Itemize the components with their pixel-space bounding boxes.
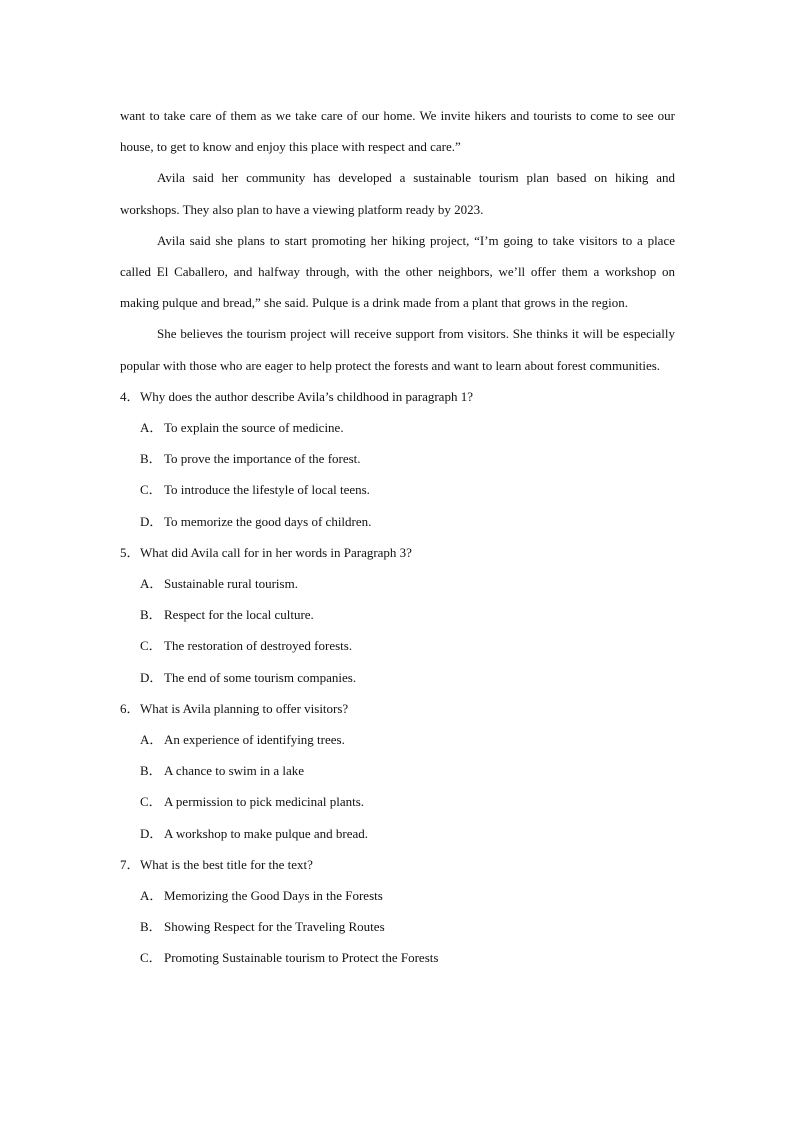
option-a bbox=[120, 724, 675, 755]
question-number: 7． bbox=[120, 856, 140, 872]
passage bbox=[120, 100, 675, 381]
question-number: 5． bbox=[120, 544, 140, 560]
question-7 bbox=[120, 849, 675, 974]
passage-paragraph-3: Avila said she plans to start promoting her hiking project, “I’m going to take visitors to a place called El Caballero, and halfway through, with the other neighbors, we’ll offer them a workshop on making pulque and bread,” she said. Pulque is a drink made from a plant that grows in the region. bbox=[120, 232, 675, 311]
document-page bbox=[120, 100, 675, 974]
passage-paragraph-1: want to take care of them as we take care of our home. We invite hikers and tourists to come to see our house, to get to know and enjoy this place with respect and care.” bbox=[120, 108, 675, 155]
option-text: To introduce the lifestyle of local teens. bbox=[164, 482, 370, 498]
option-text: Showing Respect for the Traveling Routes bbox=[164, 919, 385, 935]
option-d bbox=[120, 818, 675, 849]
option-a bbox=[120, 568, 675, 599]
question-stem bbox=[120, 693, 675, 724]
option-a bbox=[120, 412, 675, 443]
option-label: C． bbox=[140, 794, 162, 810]
option-d bbox=[120, 662, 675, 693]
option-text: Memorizing the Good Days in the Forests bbox=[164, 888, 383, 904]
option-label: C． bbox=[140, 950, 162, 966]
question-text: Why does the author describe Avila’s childhood in paragraph 1? bbox=[140, 388, 473, 404]
option-d bbox=[120, 506, 675, 537]
option-c bbox=[120, 474, 675, 505]
option-text: Sustainable rural tourism. bbox=[164, 576, 298, 592]
option-text: The restoration of destroyed forests. bbox=[164, 638, 353, 654]
option-label: D． bbox=[140, 513, 163, 529]
option-text: To memorize the good days of children. bbox=[164, 513, 372, 529]
option-text: To explain the source of medicine. bbox=[164, 420, 344, 436]
question-text: What did Avila call for in her words in Paragraph 3? bbox=[140, 544, 412, 560]
option-text: A workshop to make pulque and bread. bbox=[164, 825, 368, 841]
passage-paragraph-2: Avila said her community has developed a sustainable tourism plan based on hiking and workshops. They also plan to have a viewing platform ready by 2023. bbox=[120, 170, 675, 217]
option-b bbox=[120, 755, 675, 786]
option-label: A． bbox=[140, 576, 163, 592]
option-c bbox=[120, 630, 675, 661]
option-b bbox=[120, 911, 675, 942]
question-text: What is Avila planning to offer visitors? bbox=[140, 700, 349, 716]
question-5 bbox=[120, 537, 675, 693]
option-c bbox=[120, 942, 675, 973]
option-label: A． bbox=[140, 420, 163, 436]
option-label: C． bbox=[140, 482, 162, 498]
option-text: To prove the importance of the forest. bbox=[164, 451, 361, 467]
option-text: A chance to swim in a lake bbox=[164, 763, 305, 779]
option-label: B． bbox=[140, 451, 162, 467]
question-text: What is the best title for the text? bbox=[140, 856, 313, 872]
question-stem bbox=[120, 381, 675, 412]
option-label: A． bbox=[140, 888, 163, 904]
question-stem bbox=[120, 849, 675, 880]
option-text: A permission to pick medicinal plants. bbox=[164, 794, 365, 810]
question-stem bbox=[120, 537, 675, 568]
option-label: B． bbox=[140, 607, 162, 623]
option-text: Respect for the local culture. bbox=[164, 607, 314, 623]
option-b bbox=[120, 599, 675, 630]
option-b bbox=[120, 443, 675, 474]
option-label: C． bbox=[140, 638, 162, 654]
option-c bbox=[120, 786, 675, 817]
option-label: D． bbox=[140, 825, 163, 841]
question-4 bbox=[120, 381, 675, 537]
question-6 bbox=[120, 693, 675, 849]
option-label: A． bbox=[140, 732, 163, 748]
option-text: The end of some tourism companies. bbox=[164, 669, 357, 685]
option-a bbox=[120, 880, 675, 911]
option-label: B． bbox=[140, 763, 162, 779]
option-text: An experience of identifying trees. bbox=[164, 732, 345, 748]
question-number: 4． bbox=[120, 388, 140, 404]
option-label: B． bbox=[140, 919, 162, 935]
option-text: Promoting Sustainable tourism to Protect the Forests bbox=[164, 950, 439, 966]
option-label: D． bbox=[140, 669, 163, 685]
passage-paragraph-4: She believes the tourism project will receive support from visitors. She thinks it will be especially popular with those who are eager to help protect the forests and want to learn about forest communities. bbox=[120, 326, 675, 373]
question-number: 6． bbox=[120, 700, 140, 716]
